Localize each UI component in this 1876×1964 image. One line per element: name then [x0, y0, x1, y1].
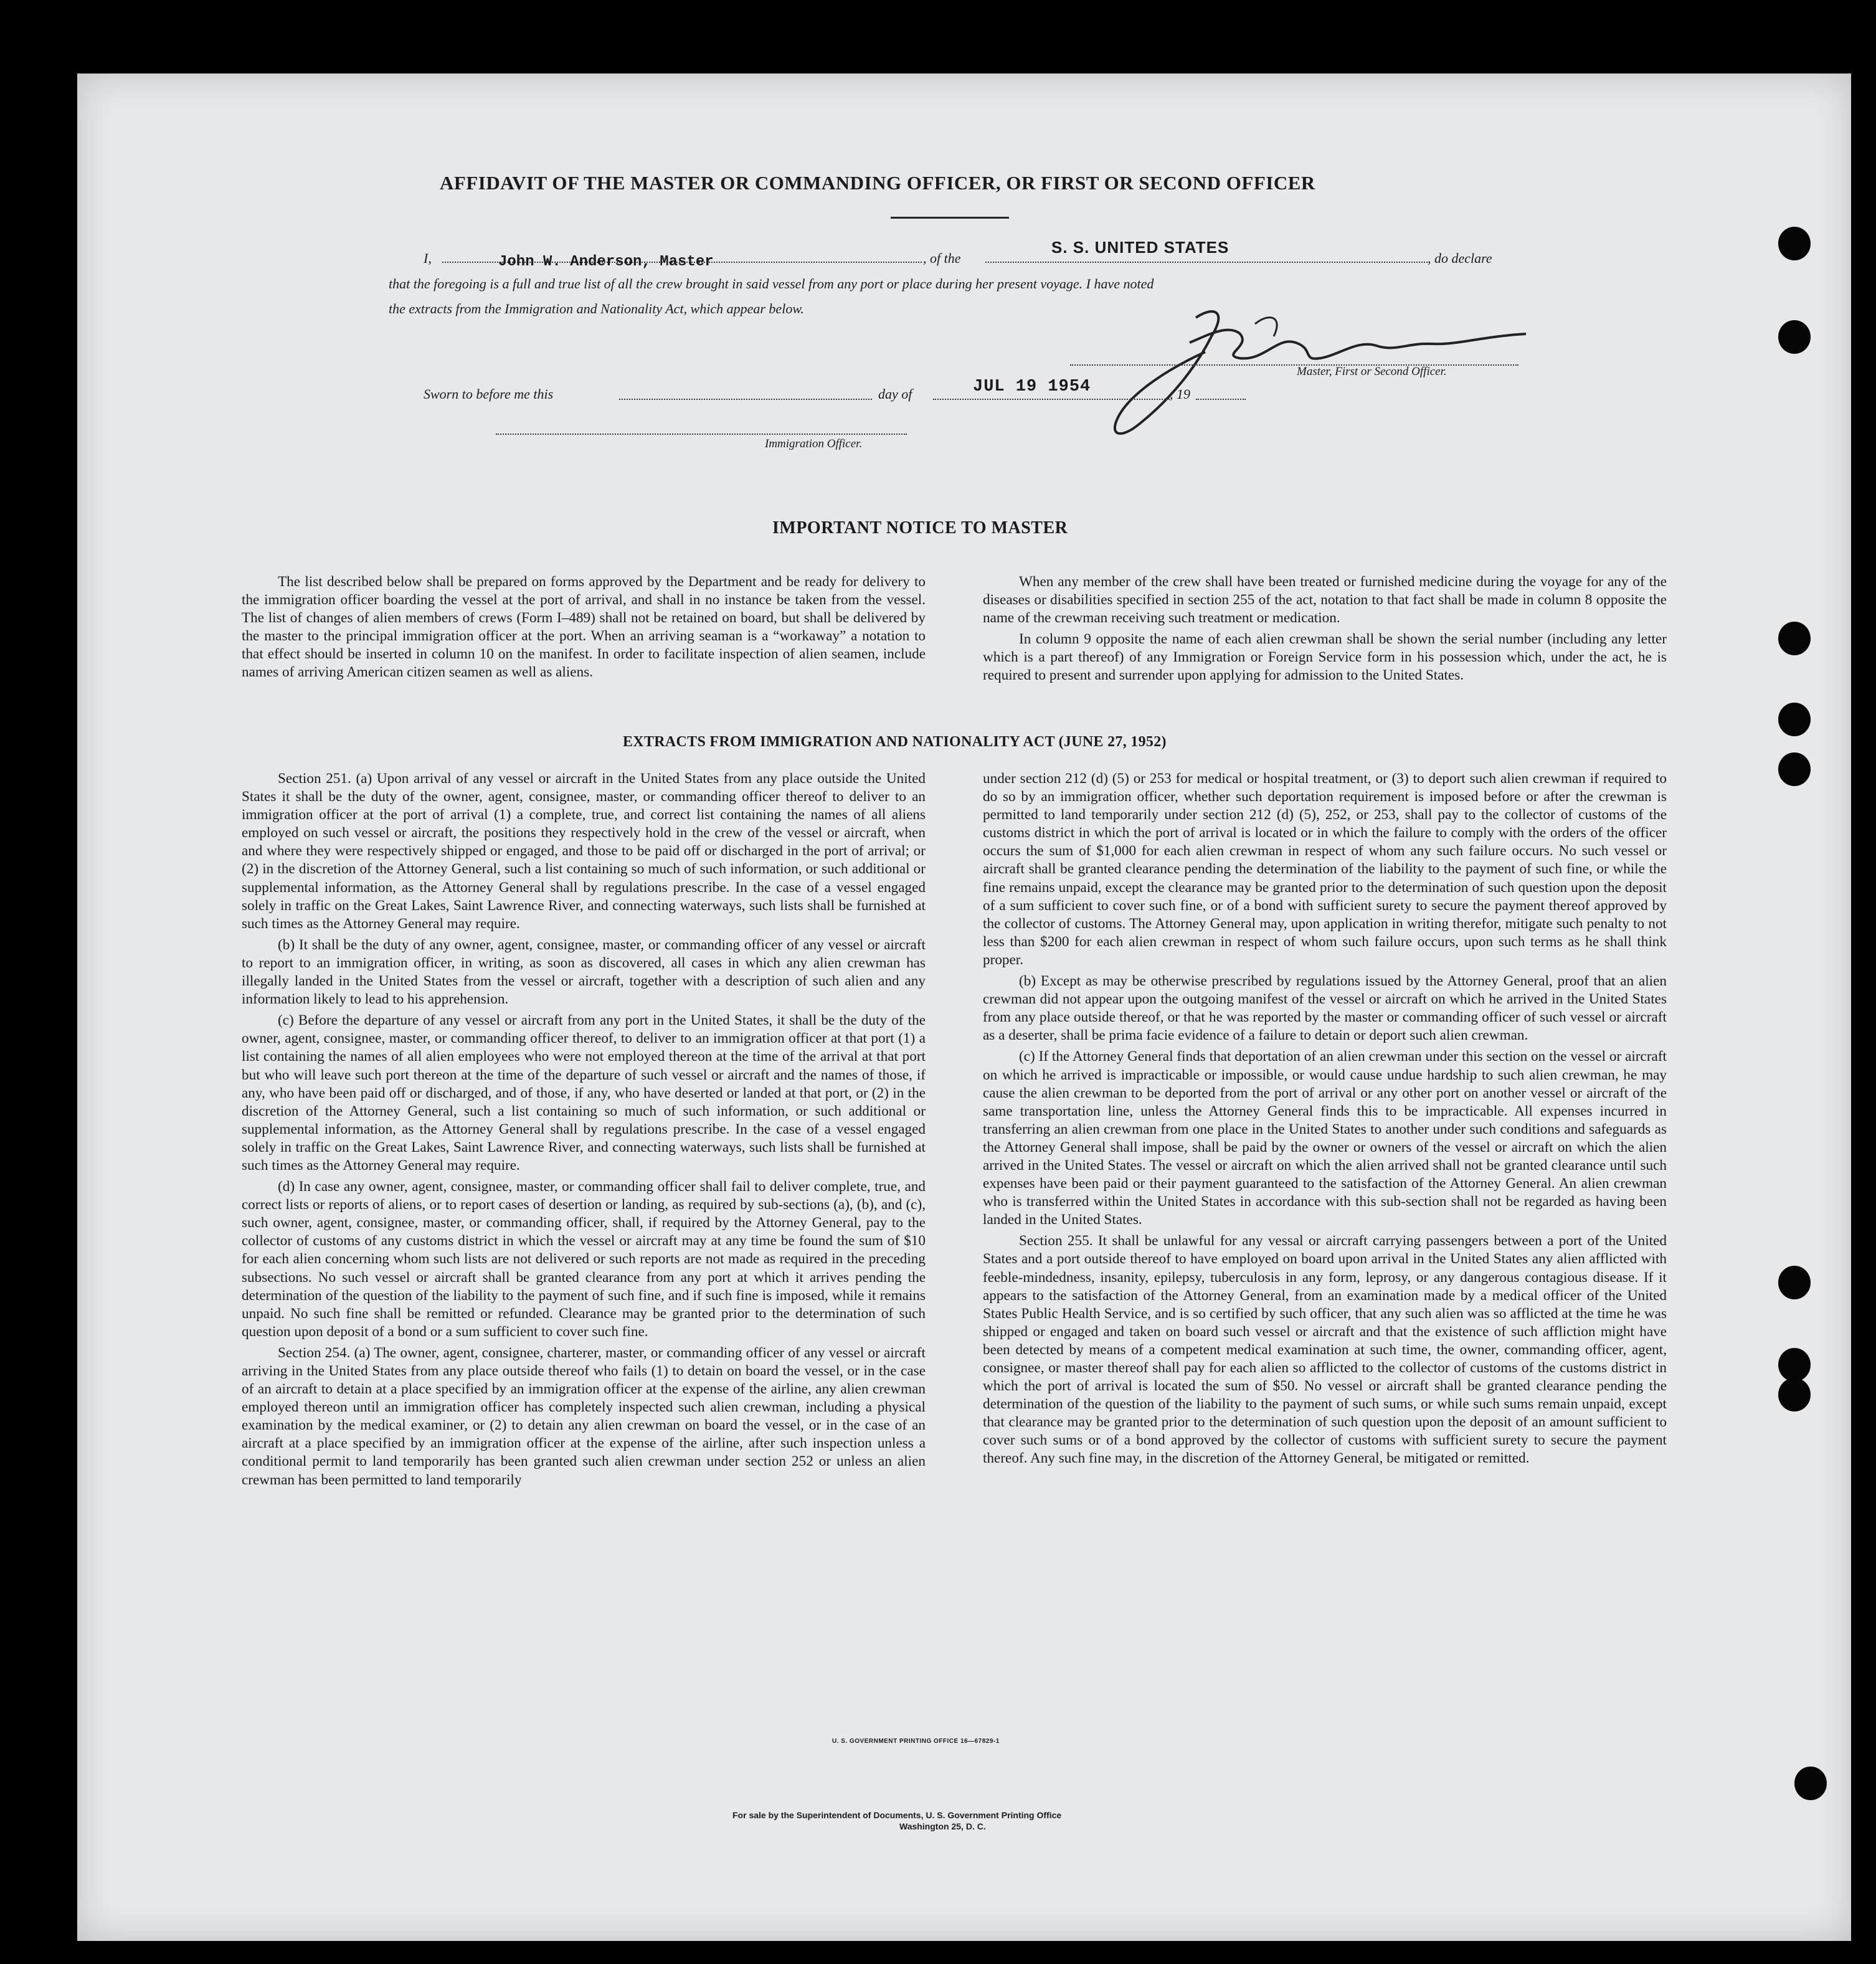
year-label: , 19	[1170, 386, 1190, 402]
affidavit-title: AFFIDAVIT OF THE MASTER OR COMMANDING OFFICER, OR FIRST OR SECOND OFFICER	[440, 172, 1315, 194]
section-paragraph: Section 254. (a) The owner, agent, consignee, charterer, master, or commanding officer of any vessel or aircraft arriving in the United States from any place outside thereof who fails (1) to detain on board the vessel, or in the case of an aircraft to detain at a place specified by an immigration officer at the expense of the airline, any alien crewman employed thereon until an immigration officer has completely inspected such alien crewman, including a physical examination by the medical examiner, or (2) to detain any alien crewman on board the vessel, or in the case of an aircraft at a place specified by an immigration officer at the expense of the airline, after such inspection unless a conditional permit to land temporarily has been granted such alien crewman under section 252 or unless an alien crewman has been permitted to land temporarily	[242, 1344, 926, 1488]
punch-hole	[1778, 320, 1811, 354]
officer-line	[496, 434, 907, 435]
notice-left-column	[242, 573, 926, 685]
title-rule	[891, 217, 1009, 219]
notice-paragraph: The list described below shall be prepared on forms approved by the Department and be ready for delivery to the immigration officer boarding the vessel at the port of arrival, and shall in no instance be taken from the vessel. The list of changes of alien members of crews (Form I–489) shall not be retained on board, but shall be delivered by the master to the principal immigration officer at the port. When an arriving seaman is a “workaway” a notation to that effect should be inserted in column 10 on the manifest. In order to facilitate inspection of alien seamen, include names of arriving American citizen seamen as well as aliens.	[242, 574, 926, 681]
section-paragraph: (b) It shall be the duty of any owner, agent, consignee, master, or commanding officer of any vessel or aircraft to report to an immigration officer, in writing, as soon as discovered, all cases in which any alien crewman has illegally landed in the United States from the vessel or aircraft, together with a description of such alien and any information likely to lead to his apprehension.	[242, 936, 926, 1008]
section-paragraph: (c) If the Attorney General finds that deportation of an alien crewman under this section on the vessel or aircraft on which he arrived is impracticable or impossible, or would cause undue hardship to such alien crewman, he may cause the alien crewman to be deported from the port of arrival or any other port on another vessel or aircraft of the same transportation line, unless the Attorney General finds this to be impracticable. All expenses incurred in transferring an alien crewman from one place in the United States to another under such conditions and safeguards as the Attorney General shall impose, shall be paid by the owner or owners of the vessel or aircraft on which the alien arrived in the United States. The vessel or aircraft on which the alien arrived shall not be granted clearance until such expenses have been paid or their payment guaranteed to the satisfaction of the Attorney General. An alien crewman who is transferred within the United States in accordance with this sub-section shall not be regarded as having been landed in the United States.	[983, 1048, 1667, 1228]
declaration-line-1: that the foregoing is a full and true list of all the crew brought in said vessel from any port or place during her present voyage. I have noted	[389, 276, 1154, 292]
label-of-the: , of the	[923, 250, 961, 266]
master-name: John W. Anderson, Master	[498, 254, 714, 270]
sale-line-1: For sale by the Superintendent of Documents, U. S. Government Printing Office	[732, 1810, 1062, 1820]
sworn-label: Sworn to before me this	[424, 386, 554, 402]
declaration-line-2: the extracts from the Immigration and Nationality Act, which appear below.	[389, 301, 804, 316]
section-paragraph: (b) Except as may be otherwise prescribed by regulations issued by the Attorney General, proof that an alien crewman did not appear upon the outgoing manifest of the vessel or aircraft on which he arrived in the United States from any place outside thereof, or that he was reported by the master or commanding officer of such vessel or aircraft as a deserter, shall be prima facie evidence of a failure to detain or deport such alien crewman.	[983, 973, 1667, 1044]
sworn-day-line	[619, 399, 872, 400]
punch-hole	[1778, 227, 1811, 260]
officer-caption: Immigration Officer.	[765, 437, 863, 450]
date-stamp: JUL 19 1954	[973, 377, 1091, 396]
extracts-left-column	[242, 770, 926, 1492]
notice-title: IMPORTANT NOTICE TO MASTER	[772, 518, 1068, 538]
sale-line-2: Washington 25, D. C.	[899, 1821, 986, 1831]
section-paragraph: (c) Before the departure of any vessel or aircraft from any port in the United States, it shall be the duty of the owner, agent, consignee, master, or commanding officer thereof, to deliver to an immigration officer at that port (1) a list containing the names of all alien employees who were not employed thereon at the time of the arrival at that port but who will leave such port thereon at the time of the departure of such vessel or aircraft and the names of those, if any, who have been paid off or discharged, and of those, if any, who have deserted or landed at that port, or (2) in the discretion of the Attorney General, such a list containing so much of such information, or such additional or supplemental information, as the Attorney General shall by regulations prescribe. In the case of a vessel engaged solely in traffic on the Great Lakes, Saint Lawrence River, and connecting waterways, such lists shall be furnished at such times as the Attorney General may require.	[242, 1012, 926, 1174]
notice-right-column	[983, 573, 1667, 688]
month-line	[933, 399, 1170, 400]
punch-hole	[1778, 1266, 1811, 1299]
signature-line	[1070, 364, 1518, 366]
section-paragraph: Section 251. (a) Upon arrival of any vessel or aircraft in the United States from any place outside the United States it shall be the duty of the owner, agent, consignee, master, or commanding officer thereof to deliver to an immigration officer at the port of arrival (1) a complete, true, and correct list containing the names of all aliens employed on such vessel or aircraft, the positions they respectively hold in the crew of the vessel or aircraft, when and where they were respectively shipped or engaged, and those to be paid off or discharged in the port of arrival; or (2) in the discretion of the Attorney General, such a list containing so much of such information, or such additional or supplemental information, as the Attorney General shall by regulations prescribe. In the case of a vessel engaged solely in traffic on the Great Lakes, Saint Lawrence River, and connecting waterways, such lists shall be furnished at such times as the Attorney General may require.	[242, 771, 926, 932]
year-line	[1196, 399, 1246, 400]
label-do-declare: , do declare	[1428, 250, 1492, 266]
notice-paragraph: When any member of the crew shall have been treated or furnished medicine during the voyage for any of the diseases or disabilities specified in section 255 of the act, notation to that fact shall be made in column 8 opposite the name of the crewman receiving such treatment or medication.	[983, 574, 1667, 627]
punch-hole	[1778, 622, 1811, 655]
punch-hole	[1794, 1767, 1827, 1800]
extracts-title: EXTRACTS FROM IMMIGRATION AND NATIONALITY ACT (JUNE 27, 1952)	[623, 734, 1167, 750]
notice-paragraph: In column 9 opposite the name of each alien crewman shall be shown the serial number (including any letter which is a part thereof) of any Immigration or Foreign Service form in his possession which, under the act, he is required to present and surrender upon applying for admission to the United States.	[983, 631, 1667, 684]
section-paragraph: (d) In case any owner, agent, consignee, master, or commanding officer shall fail to deliver complete, true, and correct lists or reports of aliens, or to report cases of desertion or landing, as required by sub-sections (a), (b), and (c), such owner, agent, consignee, master, or commanding officer, shall, if required by the Attorney General, pay to the collector of customs of any customs district in which the vessel or aircraft may at any time be found the sum of $10 for each alien concerning whom such lists are not delivered or such reports are not made as required in the preceding subsections. No such vessel or aircraft shall be granted clearance from any port at which it arrives pending the determination of the question of the liability to the payment of such fine, and if such fine is imposed, while it remains unpaid. No such fine shall be remitted or refunded. Clearance may be granted prior to the determination of such question upon deposit of a bond or a sum sufficient to cover such fine.	[242, 1179, 926, 1340]
vessel-name: S. S. UNITED STATES	[1051, 238, 1229, 257]
punch-hole	[1778, 752, 1811, 786]
day-of-label: day of	[878, 386, 912, 402]
label-i: I,	[424, 250, 432, 266]
punch-hole	[1778, 1378, 1811, 1411]
printing-office-line: U. S. GOVERNMENT PRINTING OFFICE 16—67829-1	[832, 1738, 1000, 1745]
section-paragraph: under section 212 (d) (5) or 253 for medical or hospital treatment, or (3) to deport such alien crewman if required to do so by an immigration officer, whether such deportation requirement is imposed before or after the crewman is permitted to land temporarily under section 212 (d) (5), 252, or 253, shall pay to the collector of customs of the customs district in which the port of arrival is located or in which the failure to comply with the orders of the officer occurs the sum of $1,000 for each alien crewman in respect of whom any such failure occurs. No such vessel or aircraft shall be granted clearance pending the determination of the liability to the payment of such fine, or while the fine remains unpaid, except the clearance may be granted prior to the determination of such question upon the deposit of a sum sufficient to cover such fine, or of a bond with sufficient surety to secure the payment thereof approved by the collector of customs. The Attorney General may, upon application in writing therefor, mitigate such penalty to not less than $200 for each alien crewman in respect of whom such failure occurs, upon such terms as he shall think proper.	[983, 771, 1667, 968]
section-paragraph: Section 255. It shall be unlawful for any vessal or aircraft carrying passengers between a port of the United States and a port outside thereof to have employed on board upon arrival in the United States any alien afflicted with feeble-mindedness, insanity, epilepsy, tuberculosis in any form, leprosy, or any dangerous contagious disease. If it appears to the satisfaction of the Attorney General, from an examination made by a medical officer of the United States Public Health Service, and is so certified by such officer, that any such alien was so afflicted at the time he was shipped or engaged and taken on board such vessel or aircraft and that the existence of such affliction might have been detected by means of a competent medical examination at such time, the owner, commanding officer, agent, consignee, or master thereof shall pay for each alien so afflicted to the collector of customs of the customs district in which the port of arrival is located the sum of $50. No vessel or aircraft shall be granted clearance pending the determination of the question of the liability to the payment of such sums, or while such sums remain unpaid, except that clearance may be granted prior to the determination of such question upon the deposit of an amount sufficient to cover such sums or of a bond approved by the collector of customs with sufficient surety to secure the payment thereof. Any such fine may, in the discretion of the Attorney General, be mitigated or remitted.	[983, 1233, 1667, 1467]
vessel-line	[985, 262, 1428, 263]
punch-hole	[1778, 1348, 1811, 1382]
signer-caption: Master, First or Second Officer.	[1297, 365, 1447, 378]
punch-hole	[1778, 703, 1811, 736]
extracts-right-column	[983, 770, 1667, 1471]
